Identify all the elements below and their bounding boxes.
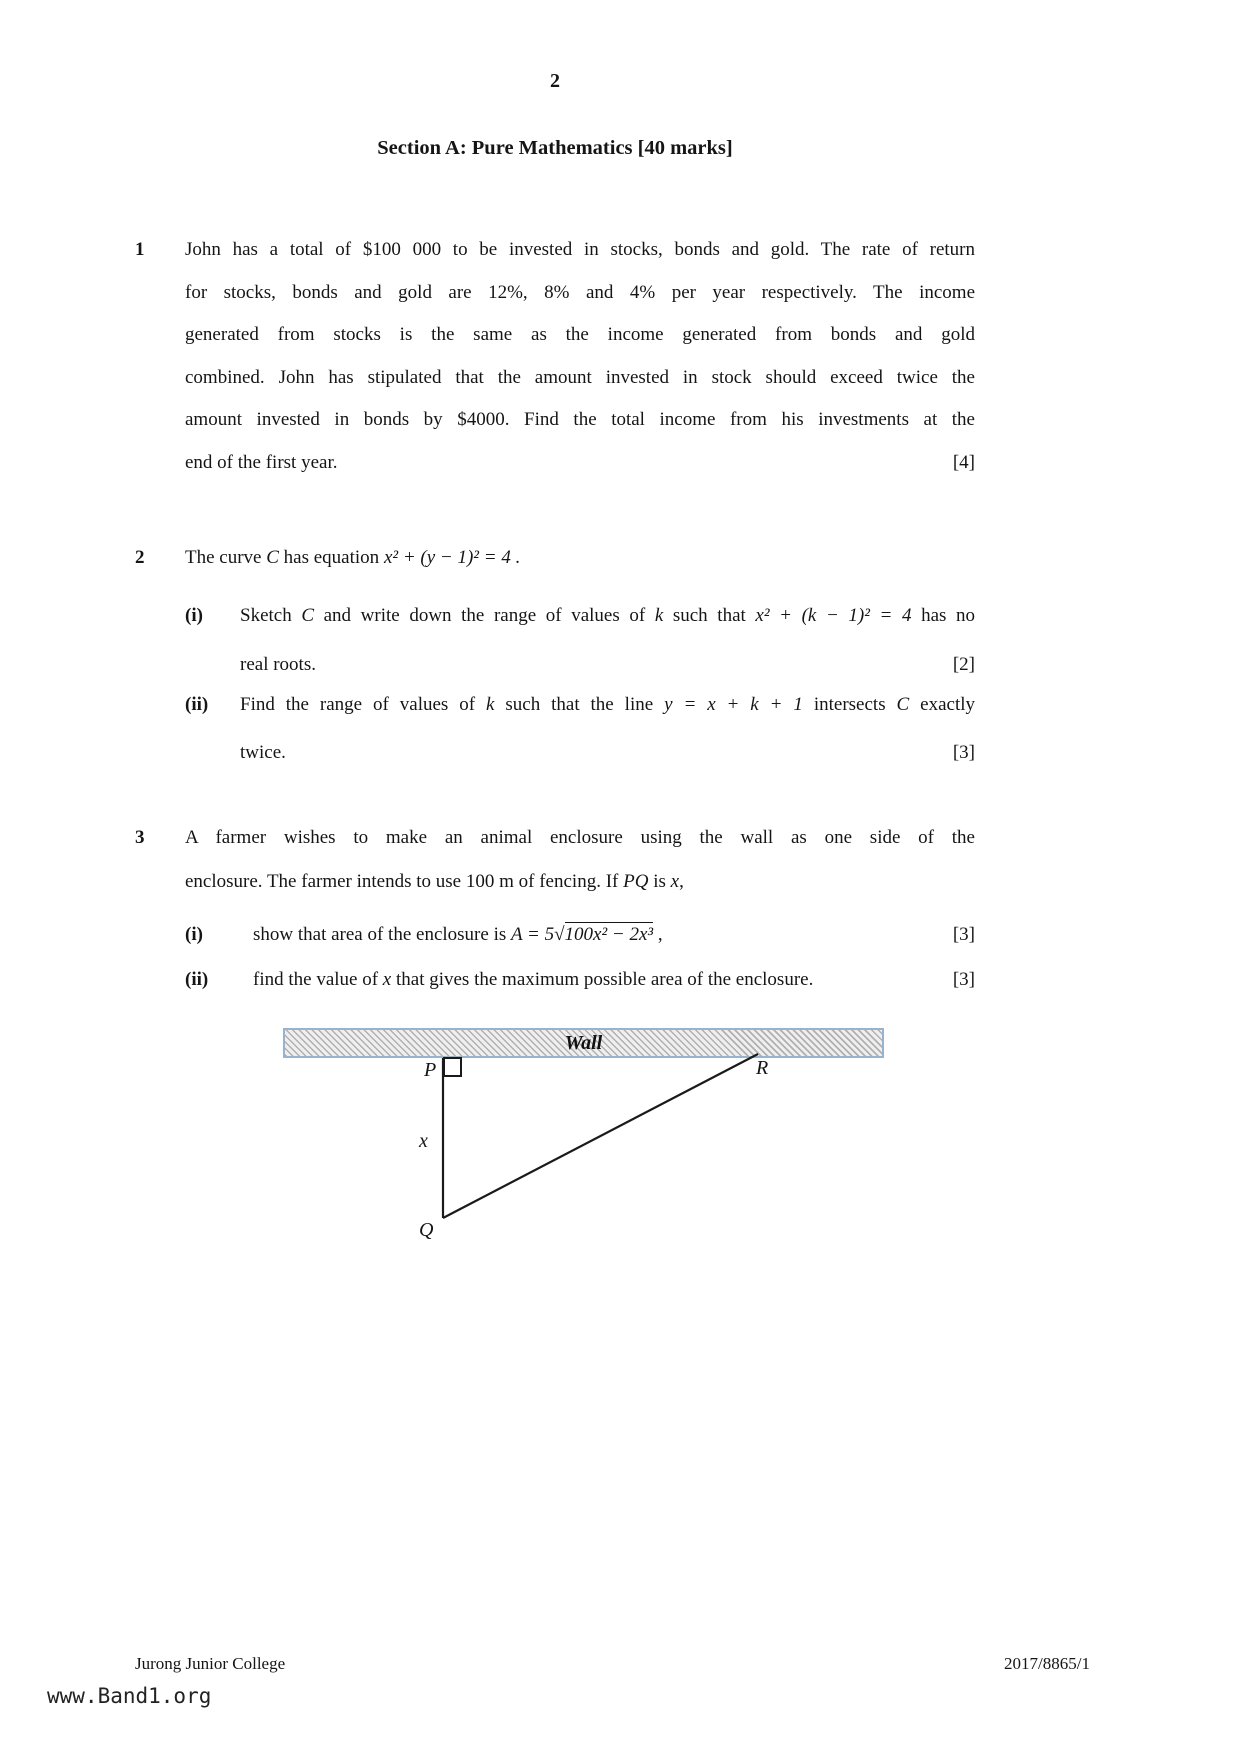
question-2-number: 2 <box>135 547 145 568</box>
wall-label: Wall <box>564 1031 603 1054</box>
equation: x² + (k − 1)² = 4 <box>755 605 912 626</box>
variable: x <box>670 871 680 892</box>
part-text: , <box>679 871 684 892</box>
part-ii-marks: [3] <box>952 742 975 763</box>
part-text: such that the line <box>494 694 665 715</box>
question-3-line: A farmer wishes to make an animal enclosure using the wall as one side of the <box>185 827 975 848</box>
variable: x <box>382 969 392 990</box>
question-2-intro-text: has equation <box>278 547 384 568</box>
part-text: real roots. <box>240 654 316 675</box>
curve-equation: x² + (y − 1)² = 4 . <box>383 547 521 568</box>
point-r-label: R <box>756 1057 769 1079</box>
part-i-label: (i) <box>185 924 203 945</box>
part-text: Find the range of values of <box>240 694 486 715</box>
length-x-label: x <box>419 1130 428 1152</box>
question-3-line <box>185 860 975 904</box>
part-ii-content <box>253 958 813 1002</box>
part-i-label: (i) <box>185 605 203 626</box>
question-1-text <box>185 229 975 485</box>
question-1-line: combined. John has stipulated that the amount invested in stock should exceed twice the <box>185 366 975 388</box>
page-number: 2 <box>550 70 560 92</box>
variable: C <box>301 605 315 626</box>
part-text: Sketch <box>240 605 302 626</box>
question-1-line: generated from stocks is the same as the income generated from bonds and gold <box>185 324 975 346</box>
right-angle-marker <box>444 1058 461 1076</box>
question-1-marks: [4] <box>952 451 975 473</box>
part-i-line <box>240 591 975 640</box>
question-1-line: John has a total of $100 000 to be invested in stocks, bonds and gold. The rate of return <box>185 239 975 260</box>
part-ii-label: (ii) <box>185 969 209 990</box>
question-3-number: 3 <box>135 827 145 848</box>
part-text: that gives the maximum possible area of the enclosure. <box>391 969 814 990</box>
question-2-part-i <box>240 591 975 689</box>
part-ii-last-line <box>240 729 975 777</box>
part-text: has no <box>911 605 976 626</box>
area-equation-prefix: A = 5√ <box>511 924 565 945</box>
section-title: Section A: Pure Mathematics [40 marks] <box>377 137 733 159</box>
question-1-line: for stocks, bonds and gold are 12%, 8% and 4% per year respectively. The income <box>185 281 975 303</box>
question-3-part-i <box>253 913 975 957</box>
part-i-marks: [3] <box>952 924 975 945</box>
part-text: enclosure. The farmer intends to use 100 m of fencing. If <box>185 871 624 892</box>
point-q-label: Q <box>419 1219 434 1241</box>
part-text: intersects <box>802 694 897 715</box>
enclosure-diagram <box>260 1020 920 1250</box>
variable: k <box>486 694 495 715</box>
point-p-label: P <box>424 1059 437 1081</box>
part-text: , <box>653 924 663 945</box>
part-text: such that <box>663 605 756 626</box>
footer-paper-code: 2017/8865/1 <box>1004 1654 1090 1673</box>
part-text: and write down the range of values of <box>314 605 655 626</box>
part-ii-line <box>240 681 975 729</box>
question-2-part-ii <box>240 681 975 777</box>
question-2-intro-text: The curve <box>185 547 267 568</box>
fence-qr-line <box>443 1054 758 1218</box>
line-equation: y = x + k + 1 <box>664 694 803 715</box>
part-i-content <box>253 913 663 957</box>
question-2-intro <box>185 537 975 579</box>
part-text: find the value of <box>253 969 383 990</box>
part-text: is <box>648 871 671 892</box>
variable: C <box>896 694 910 715</box>
radicand: 100x² − 2x³ <box>564 924 654 945</box>
curve-name: C <box>266 547 279 568</box>
variable: k <box>654 605 664 626</box>
segment-name: PQ <box>623 871 649 892</box>
footer-website: www.Band1.org <box>47 1684 212 1708</box>
question-1-last-line <box>185 442 975 485</box>
question-1-line: amount invested in bonds by $4000. Find the total income from his investments at the <box>185 409 975 431</box>
question-1-line: end of the first year. <box>185 451 338 473</box>
question-3-intro <box>185 816 975 904</box>
question-3-part-ii <box>253 958 975 1002</box>
part-text: show that area of the enclosure is <box>253 924 511 945</box>
part-text: twice. <box>240 742 286 763</box>
footer-school: Jurong Junior College <box>135 1654 286 1673</box>
question-1-number: 1 <box>135 239 145 260</box>
part-ii-marks: [3] <box>952 969 975 990</box>
part-ii-label: (ii) <box>185 694 209 715</box>
part-i-marks: [2] <box>952 654 975 675</box>
part-text: exactly <box>909 694 976 715</box>
